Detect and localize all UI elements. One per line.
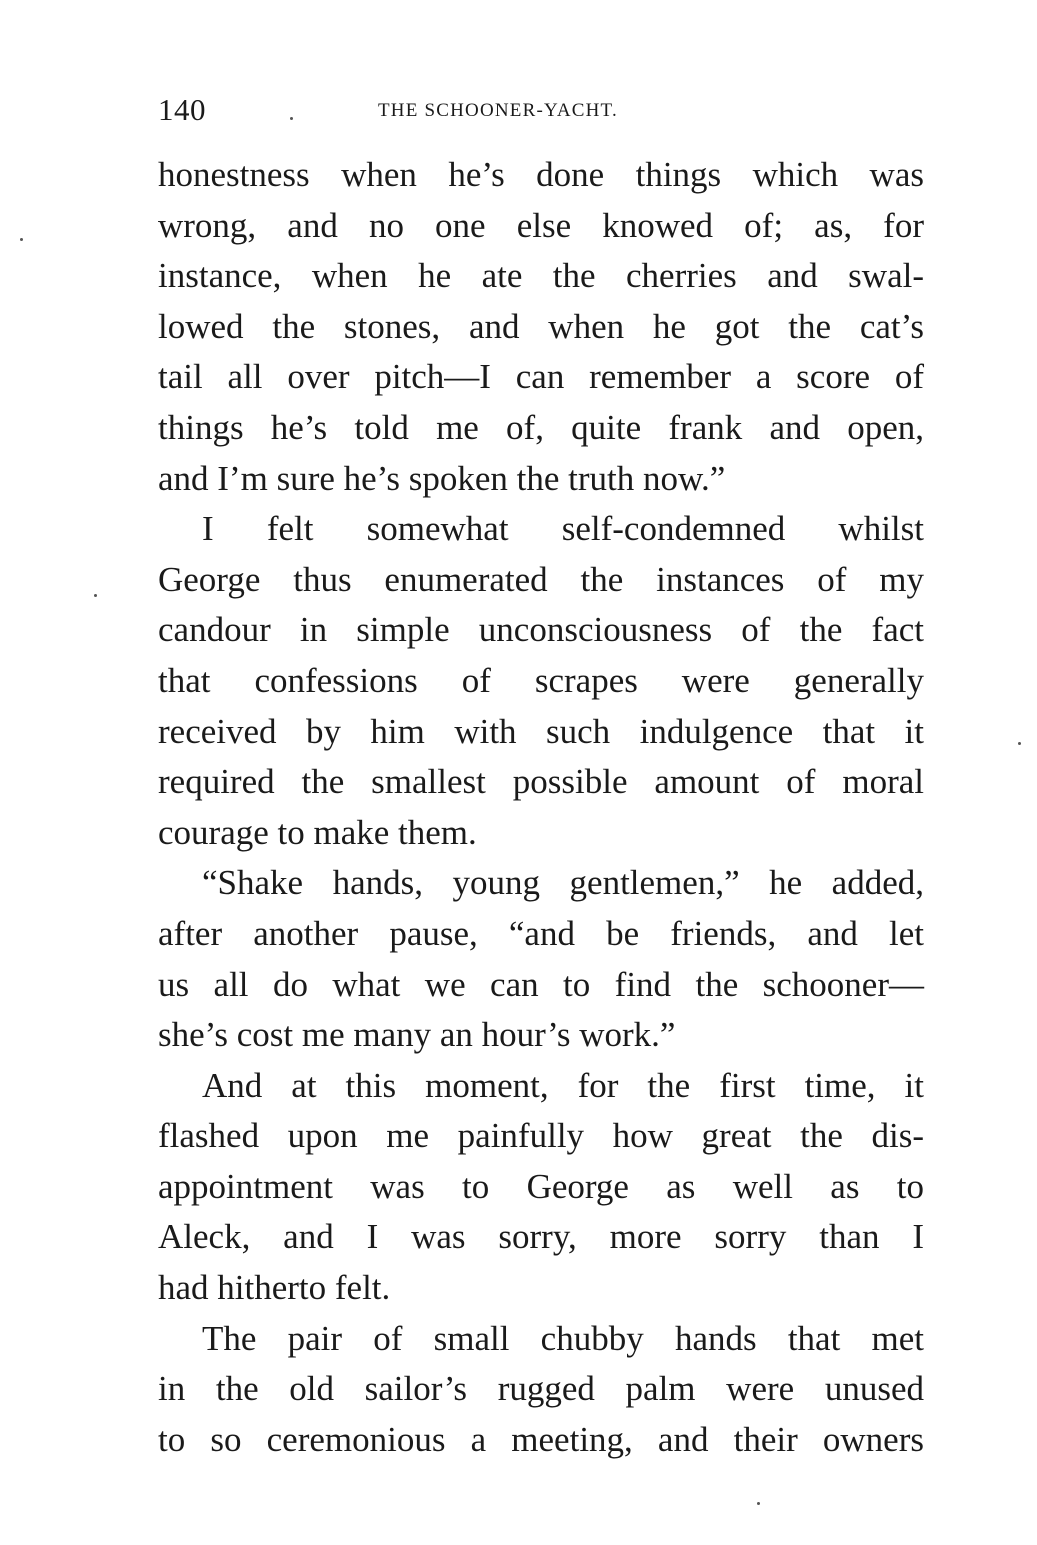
text-line: I felt somewhat self-condemned whilst: [202, 509, 924, 549]
print-speck: [290, 117, 293, 120]
text-line: flashed upon me painfully how great the dis-: [158, 1116, 924, 1156]
body-text: [158, 150, 924, 1465]
print-speck: [94, 594, 97, 597]
print-speck: [757, 1502, 760, 1505]
text-line: and I’m sure he’s spoken the truth now.”: [158, 458, 726, 498]
text-line: The pair of small chubby hands that met: [202, 1318, 924, 1358]
text-line: honestness when he’s done things which was: [158, 155, 924, 194]
text-line: in the old sailor’s rugged palm were unused: [158, 1369, 924, 1409]
text-line: appointment was to George as well as to: [158, 1166, 924, 1206]
print-speck: [1018, 742, 1021, 745]
text-line: instance, when he ate the cherries and swal-: [158, 256, 924, 296]
text-line: And at this moment, for the first time, it: [202, 1065, 924, 1105]
text-line: required the smallest possible amount of moral: [158, 762, 924, 802]
text-line: received by him with such indulgence that it: [158, 711, 924, 751]
running-title: THE SCHOONER-YACHT.: [378, 100, 618, 121]
print-speck: [20, 238, 23, 241]
text-line: “Shake hands, young gentlemen,” he added,: [202, 863, 924, 903]
text-line: after another pause, “and be friends, and let: [158, 913, 924, 953]
text-line: George thus enumerated the instances of my: [158, 559, 924, 599]
text-line: she’s cost me many an hour’s work.”: [158, 1015, 676, 1055]
text-line: had hitherto felt.: [158, 1268, 391, 1308]
text-line: us all do what we can to find the schooner—: [158, 964, 924, 1004]
text-line: Aleck, and I was sorry, more sorry than I: [158, 1217, 924, 1257]
text-line: to so ceremonious a meeting, and their owners: [158, 1419, 924, 1459]
page-number: 140: [158, 92, 206, 127]
text-line: things he’s told me of, quite frank and open,: [158, 407, 924, 447]
text-line: tail all over pitch—I can remember a score of: [158, 357, 924, 397]
text-line: that confessions of scrapes were generally: [158, 660, 924, 700]
text-line: lowed the stones, and when he got the cat’s: [158, 306, 924, 346]
text-line: candour in simple unconsciousness of the fact: [158, 610, 924, 650]
running-head: [158, 92, 924, 128]
text-line: wrong, and no one else knowed of; as, for: [158, 205, 924, 245]
text-line: courage to make them.: [158, 812, 477, 852]
